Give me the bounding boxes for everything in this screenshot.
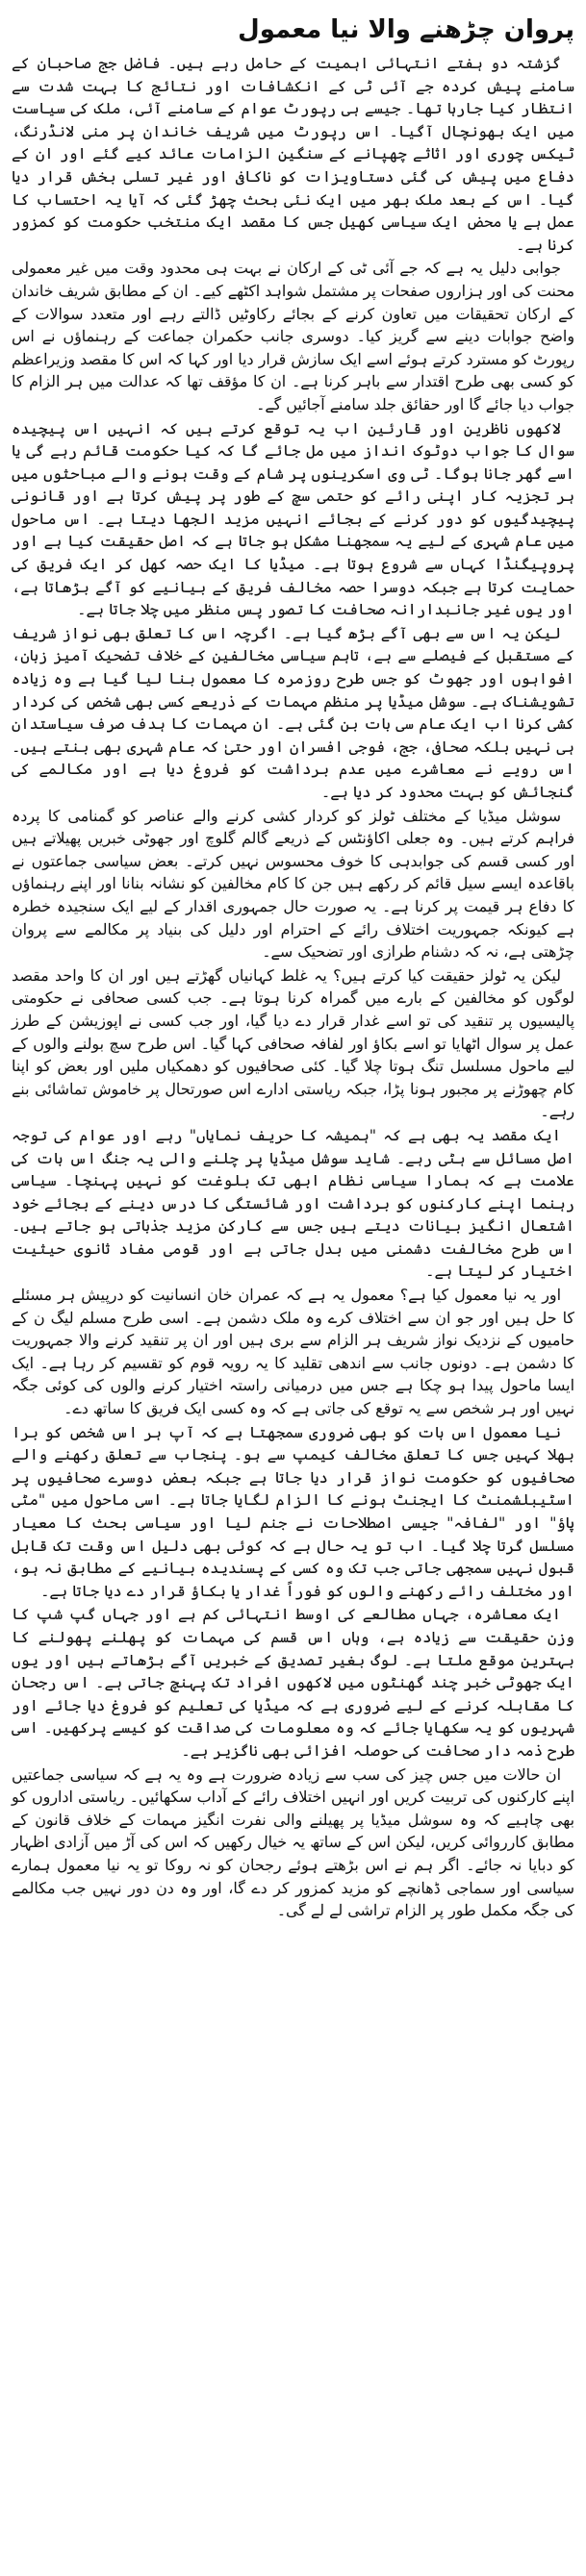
article-paragraph: لیکن یہ ٹولز حقیقت کیا کرتے ہیں؟ یہ غلط کہانیاں گھڑتے ہیں اور ان کا واحد مقصد لوگوں کو مخالفین کے بارے میں گمراہ کرنا ہوتا ہے۔ جب کسی صحافی نے حکومتی پالیسیوں پر تنقید کی تو اسے غدار قرار دے دیا گیا، اور جب کسی نے اپوزیشن کے طرز عمل پر سوال اٹھایا تو اسے بکاؤ اور لفافہ صحافی کہا گیا۔ اس طرح سچ بولنے والوں کے لیے ماحول مسلسل تنگ ہوتا چلا گیا۔ کئی صحافیوں کو دھمکیاں ملیں اور بعض کو اپنا کام چھوڑنے پر مجبور ہونا پڑا، جبکہ ریاستی ادارے اس صورتحال پر خاموش تماشائی بنے رہے۔ bbox=[12, 965, 574, 1121]
article-paragraph: اور یہ نیا معمول کیا ہے؟ معمول یہ ہے کہ عمران خان انسانیت کو درپیش ہر مسئلے کا حل ہیں اور جو ان سے اختلاف کرے وہ ملک دشمن ہے۔ اسی طرح مسلم لیگ ن کے حامیوں کے نزدیک نواز شریف ہر الزام سے بری ہیں اور ان پر تنقید کرنے والا جمہوریت کا دشمن ہے۔ دونوں جانب سے اندھی تقلید کا یہ رویہ قوم کو تقسیم کر رہا ہے۔ ایک ایسا ماحول پیدا ہو چکا ہے جس میں درمیانی راستہ اختیار کرنے والوں کی کوئی جگہ نہیں اور ہر شخص سے یہ توقع کی جاتی ہے کہ وہ کسی ایک فریق کا ساتھ دے۔ bbox=[12, 1286, 574, 1418]
article-paragraph: ان حالات میں جس چیز کی سب سے زیادہ ضرورت ہے وہ یہ ہے کہ سیاسی جماعتیں اپنے کارکنوں کی تربیت کریں اور انہیں اختلاف رائے کے آداب سکھائیں۔ ریاستی اداروں کو بھی چاہیے کہ وہ سوشل میڈیا پر پھیلنے والی نفرت انگیز مہمات کے خلاف قانون کے مطابق کارروائی کریں، لیکن اس کے ساتھ یہ خیال رکھیں کہ اس کی آڑ میں آزادی اظہار کو دبایا نہ جائے۔ اگر ہم نے اس بڑھتے ہوئے رجحان کو نہ روکا تو یہ نیا معمول ہمارے سیاسی اور سماجی ڈھانچے کو مزید کمزور کر دے گا، اور وہ دن دور نہیں جب مکالمے کی جگہ مکمل طور پر الزام تراشی لے لے گی۔ bbox=[12, 1764, 574, 1920]
article-paragraph: ایک معاشرہ، جہاں مطالعے کی اوسط انتہائی کم ہے اور جہاں گپ شپ کا وزن حقیقت سے زیادہ ہے، وہاں اس قسم کی مہمات کو پھلنے پھولنے کا بہترین موقع ملتا ہے۔ لوگ بغیر تصدیق کے خبریں آگے بڑھاتے ہیں اور یوں ایک جھوٹی خبر چند گھنٹوں میں لاکھوں افراد تک پہنچ جاتی ہے۔ اس رجحان کا مقابلہ کرنے کے لیے ضروری ہے کہ میڈیا کی تعلیم کو فروغ دیا جائے اور شہریوں کو یہ سکھایا جائے کہ وہ معلومات کی صداقت کو کیسے پرکھیں۔ اسی طرح ذمہ دار صحافت کی حوصلہ افزائی بھی ناگزیر ہے۔ bbox=[12, 1605, 574, 1760]
article-paragraph: گزشتہ دو ہفتے انتہائی اہمیت کے حامل رہے ہیں۔ فاضل جج صاحبان کے سامنے پیش کردہ جے آئی ٹی کے انکشافات اور نتائج کا بہت شدت سے انتظار کیا جارہا تھا۔ جیسے ہی رپورٹ عوام کے سامنے آئی، ملک کی سیاست میں ایک بھونچال آگیا۔ اس رپورٹ میں شریف خاندان پر منی لانڈرنگ، ٹیکس چوری اور اثاثے چھپانے کے سنگین الزامات عائد کیے گئے اور ان کے دفاع میں پیش کی گئی دستاویزات کو ناکافی اور غیر تسلی بخش قرار دیا گیا۔ اس کے بعد ملک بھر میں ایک نئی بحث چھڑ گئی کہ آیا یہ احتساب کا عمل ہے یا محض ایک سیاسی کھیل جس کا مقصد ایک منتخب حکومت کو کمزور کرنا ہے۔ bbox=[12, 54, 574, 254]
article-paragraph: لاکھوں ناظرین اور قارئین اب یہ توقع کرتے ہیں کہ انہیں اس پیچیدہ سوال کا جواب دوٹوک انداز میں مل جائے گا کہ کیا حکومت قائم رہے گی یا اسے گھر جانا ہوگا۔ ٹی وی اسکرینوں پر شام کے وقت ہونے والے مباحثوں میں ہر تجزیہ کار اپنی رائے کو حتمی سچ کے طور پر پیش کرتا ہے اور قانونی پیچیدگیوں کو دور کرنے کے بجائے انہیں مزید الجھا دیتا ہے۔ اس ماحول میں عام شہری کے لیے یہ سمجھنا مشکل ہو جاتا ہے کہ اصل حقیقت کیا ہے اور پروپیگنڈا کہاں سے شروع ہوتا ہے۔ میڈیا کا ایک حصہ کھل کر ایک فریق کی حمایت کرتا ہے جبکہ دوسرا حصہ مخالف فریق کے بیانیے کو آگے بڑھاتا ہے، اور یوں غیر جانبدارانہ صحافت کا تصور پس منظر میں چلا جاتا ہے۔ bbox=[12, 418, 574, 619]
article-title: پروان چڑھنے والا نیا معمول bbox=[238, 15, 574, 44]
article-paragraph: ایک مقصد یہ بھی ہے کہ "ہمیشہ کا حریف نمایاں" رہے اور عوام کی توجہ اصل مسائل سے ہٹی رہے۔ شاید سوشل میڈیا پر چلنے والی یہ جنگ اس بات کی علامت ہے کہ ہمارا سیاسی نظام ابھی تک بلوغت کو نہیں پہنچا۔ سیاسی رہنما اپنے کارکنوں کو برداشت اور شائستگی کا درس دینے کے بجائے خود اشتعال انگیز بیانات دیتے ہیں جس سے کارکن مزید جذباتی ہو جاتے ہیں۔ اس طرح مخالفت دشمنی میں بدل جاتی ہے اور قومی مفاد ثانوی حیثیت اختیار کر لیتا ہے۔ bbox=[12, 1125, 574, 1281]
article-paragraph: سوشل میڈیا کے مختلف ٹولز کو کردار کشی کرنے والے عناصر کو گمنامی کا پردہ فراہم کرتے ہیں۔ وہ جعلی اکاؤنٹس کے ذریعے گالم گلوچ اور جھوٹی خبریں پھیلاتے ہیں اور کسی قسم کی جوابدہی کا خوف محسوس نہیں کرتے۔ بعض سیاسی جماعتوں نے باقاعدہ ایسے سیل قائم کر رکھے ہیں جن کا کام مخالفین کو نشانہ بنانا اور اپنے رہنماؤں کا دفاع ہر قیمت پر کرنا ہے۔ یہ صورت حال جمہوری اقدار کے لیے ایک سنجیدہ خطرہ ہے کیونکہ جمہوریت اختلاف رائے کے احترام اور دلیل کی بنیاد پر مکالمے سے پروان چڑھتی ہے، نہ کہ دشنام طرازی اور تضحیک سے۔ bbox=[12, 806, 574, 962]
article-body bbox=[12, 52, 574, 1922]
article-paragraph: نیا معمول اس بات کو بھی ضروری سمجھتا ہے کہ آپ ہر اس شخص کو برا بھلا کہیں جس کا تعلق مخالف کیمپ سے ہو۔ پنجاب سے تعلق رکھنے والے صحافیوں کو حکومت نواز قرار دیا جاتا ہے جبکہ بعض دوسرے صحافیوں پر اسٹیبلشمنٹ کا ایجنٹ ہونے کا الزام لگایا جاتا ہے۔ اسی ماحول میں "مٹی پاؤ" اور "لفافہ" جیسی اصطلاحات نے جنم لیا اور سیاسی بحث کا معیار مسلسل گرتا چلا گیا۔ اب تو یہ حال ہے کہ کوئی بھی دلیل اس وقت تک قابل قبول نہیں سمجھی جاتی جب تک وہ کسی کے پسندیدہ بیانیے کے مطابق نہ ہو، اور مختلف رائے رکھنے والوں کو فوراً غدار یا بکاؤ قرار دے دیا جاتا ہے۔ bbox=[12, 1422, 574, 1600]
article-paragraph: لیکن یہ اس سے بھی آگے بڑھ گیا ہے۔ اگرچہ اس کا تعلق بھی نواز شریف کے مستقبل کے فیصلے سے ہے، تاہم سیاسی مخالفین کے خلاف تضحیک آمیز زبان، افواہوں اور جھوٹ کو جس طرح روزمرہ کا معمول بنا لیا گیا ہے وہ زیادہ تشویشناک ہے۔ سوشل میڈیا پر منظم مہمات کے ذریعے کسی بھی شخص کی کردار کشی کرنا اب ایک عام سی بات بن گئی ہے۔ ان مہمات کا ہدف صرف سیاستدان ہی نہیں بلکہ صحافی، جج، فوجی افسران اور حتیٰ کہ عام شہری بھی بنتے ہیں۔ اس رویے نے معاشرے میں عدم برداشت کو فروغ دیا ہے اور مکالمے کی گنجائش کو بہت محدود کر دیا ہے۔ bbox=[12, 623, 574, 801]
article-paragraph: جوابی دلیل یہ ہے کہ جے آئی ٹی کے ارکان نے بہت ہی محدود وقت میں غیر معمولی محنت کی اور ہزاروں صفحات پر مشتمل شواہد اکٹھے کیے۔ ان کے مطابق شریف خاندان کے ارکان تحقیقات میں تعاون کرنے کے بجائے رکاوٹیں ڈالتے رہے اور متعدد سوالات کے واضح جوابات دینے سے گریز کیا۔ دوسری جانب حکمران جماعت کے رہنماؤں نے اس رپورٹ کو مسترد کرتے ہوئے اسے ایک سازش قرار دیا اور کہا کہ اس کا مقصد وزیراعظم کو کسی بھی طرح اقتدار سے باہر کرنا ہے۔ ان کا مؤقف تھا کہ عدالت میں ہر الزام کا جواب دیا جائے گا اور حقائق جلد سامنے آجائیں گے۔ bbox=[12, 259, 574, 413]
